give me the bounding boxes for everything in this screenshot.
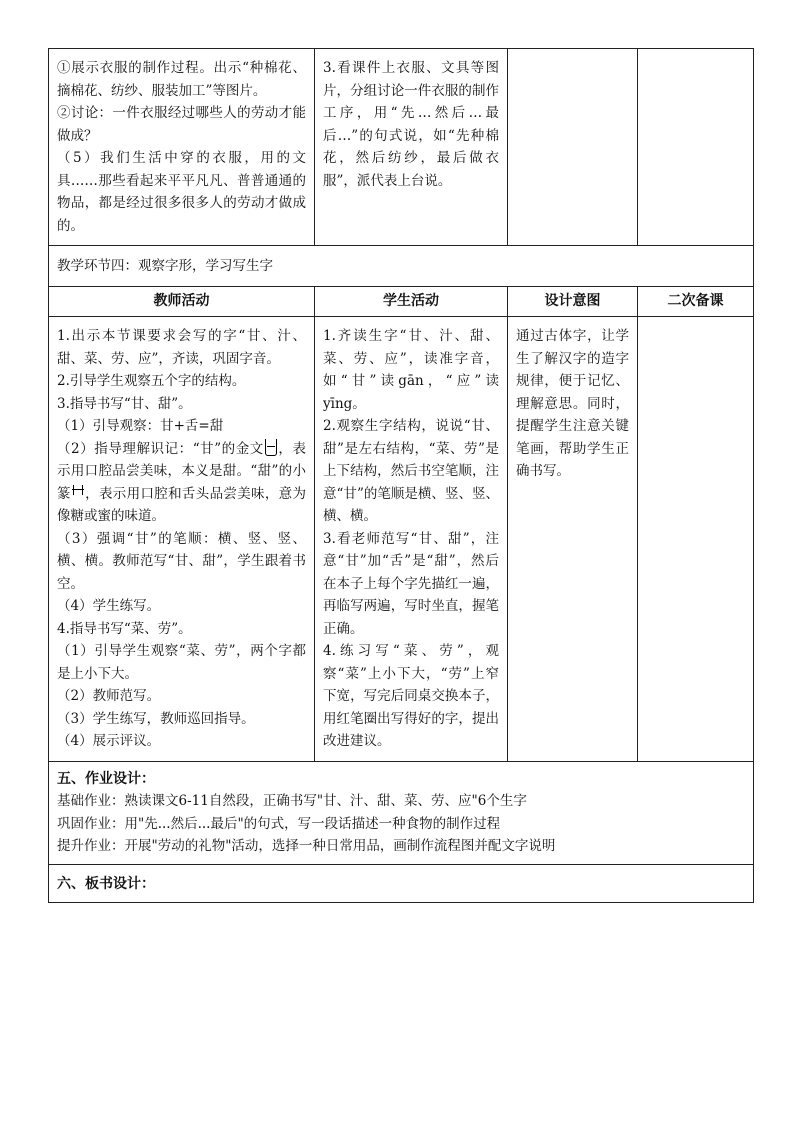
homework-title: 五、作业设计： bbox=[57, 770, 155, 787]
teacher-paragraph: ②讨论：一件衣服经过哪些人的劳动才能做成？ bbox=[57, 105, 306, 144]
homework-line: 提升作业：开展"劳动的礼物"活动，选择一种日常用品，画制作流程图并配文字说明 bbox=[57, 838, 556, 854]
header-student-activity: 学生活动 bbox=[315, 287, 508, 317]
teacher-paragraph: （4）展示评议。 bbox=[57, 733, 161, 749]
second-prep-cell-top bbox=[638, 49, 754, 246]
homework-row bbox=[49, 761, 754, 864]
board-design-row bbox=[49, 864, 754, 902]
homework-line: 巩固作业：用"先...然后...最后"的句式，写一段话描述一种食物的制作过程 bbox=[57, 815, 501, 832]
teacher-paragraph: （4）学生练写。 bbox=[57, 598, 161, 614]
teacher-paragraph: 2.引导学生观察五个字的结构。 bbox=[57, 373, 246, 389]
continued-activity-row bbox=[49, 49, 754, 246]
homework-cell bbox=[49, 761, 754, 864]
column-header-row bbox=[49, 287, 754, 317]
teacher-paragraph: （5）我们生活中穿的衣服，用的文具……那些看起来平平凡凡、普普通通的物品，都是经过很多很多人的劳动才做成的。 bbox=[57, 150, 306, 234]
student-paragraph: 4.练习写“菜、劳”，观察“菜”上小下大，“劳”上窄下宽，写完后同桌交换本子，用红笔圈出写得好的字，提出改进建议。 bbox=[323, 643, 499, 749]
design-intent-cell: 通过古体字，让学生了解汉字的造字规律，便于记忆、理解意思。同时，提醒学生注意关键笔画，帮助学生正确书写。 bbox=[508, 317, 638, 762]
bronze-script-gan-icon bbox=[265, 439, 277, 456]
seal-script-tian-icon bbox=[72, 483, 84, 497]
teacher-paragraph-etymology bbox=[57, 438, 306, 528]
section-four-title: 教学环节四：观察字形，学习写生字 bbox=[49, 246, 754, 287]
homework-line: 基础作业：熟读课文6-11自然段，正确书写"甘、汁、甜、菜、劳、应"6个生字 bbox=[57, 793, 527, 809]
second-prep-cell bbox=[638, 317, 754, 762]
student-paragraph: 2.观察生字结构，说说“甘、甜”是左右结构，“菜、劳”是上下结构，然后书空笔顺，注意“甘”的笔顺是横、竖、竖、横、横。 bbox=[323, 418, 499, 524]
etymology-text: （2）指导理解识记：“甘”的金文 bbox=[57, 440, 264, 457]
header-design-intent: 设计意图 bbox=[508, 287, 638, 317]
student-paragraph: 3.看课件上衣服、文具等图片，分组讨论一件衣服的制作工序，用“先…然后…最后…”的句式说，如“先种棉花，然后纺纱，最后做衣服”，派代表上台说。 bbox=[323, 60, 499, 189]
teacher-paragraph: 4.指导书写“菜、劳”。 bbox=[57, 620, 192, 637]
teacher-paragraph: （3）学生练写，教师巡回指导。 bbox=[57, 710, 255, 727]
teacher-activity-cell bbox=[49, 317, 315, 762]
header-teacher-activity: 教师活动 bbox=[49, 287, 315, 317]
lesson-plan-table bbox=[48, 48, 754, 903]
teacher-paragraph: 1.出示本节课要求会写的字“甘、汁、甜、菜、劳、应”，齐读，巩固字音。 bbox=[57, 328, 306, 367]
design-intent-cell-top bbox=[508, 49, 638, 246]
teacher-paragraph: （2）教师范写。 bbox=[57, 688, 161, 704]
student-activity-cell-top bbox=[315, 49, 508, 246]
board-design-cell bbox=[49, 864, 754, 902]
student-activity-cell bbox=[315, 317, 508, 762]
teacher-paragraph: 3.指导书写“甘、甜”。 bbox=[57, 395, 192, 412]
header-second-prep: 二次备课 bbox=[638, 287, 754, 317]
student-paragraph: 3.看老师范写“甘、甜”，注意“甘”加“舌”是“甜”，然后在本子上每个字先描红一遍，再临写两遍，写时坐直，握笔正确。 bbox=[323, 530, 499, 637]
section-four-row bbox=[49, 246, 754, 287]
etymology-text: ，表示用口腔品尝美味，本义是甜。“甜”的小篆 bbox=[57, 440, 306, 502]
teacher-paragraph: （1）引导观察：甘+舌=甜 bbox=[57, 418, 224, 434]
teacher-paragraph: （3）强调“甘”的笔顺：横、竖、竖、横、横。教师范写“甘、甜”，学生跟着书空。 bbox=[57, 530, 306, 592]
main-activity-row bbox=[49, 317, 754, 762]
teacher-paragraph: ①展示衣服的制作过程。出示“种棉花、摘棉花、纺纱、服装加工”等图片。 bbox=[57, 60, 306, 99]
teacher-activity-cell-top bbox=[49, 49, 315, 246]
student-paragraph: 1.齐读生字“甘、汁、甜、菜、劳、应”，读准字音，如“甘”读gān，“应”读yīng。 bbox=[323, 328, 499, 412]
etymology-text: ，表示用口腔和舌头品尝美味，意为像糖或蜜的味道。 bbox=[57, 485, 307, 524]
teacher-paragraph: （1）引导学生观察“菜、劳”，两个字都是上小下大。 bbox=[57, 643, 306, 682]
board-design-title: 六、板书设计： bbox=[57, 875, 155, 892]
lesson-plan-page bbox=[48, 48, 753, 903]
